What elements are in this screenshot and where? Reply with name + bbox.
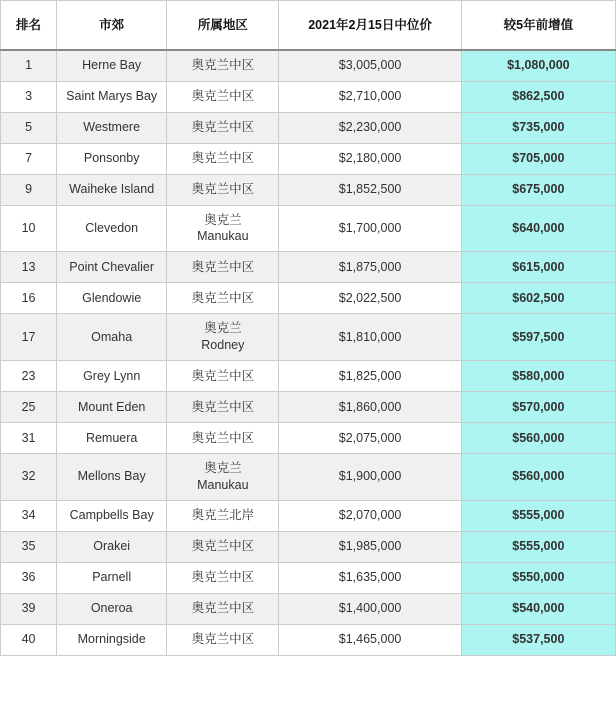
table-row (1, 593, 616, 624)
table-row (1, 624, 616, 655)
cell-suburb: Omaha (57, 314, 167, 361)
cell-median-price: $1,860,000 (279, 392, 461, 423)
cell-growth: $550,000 (461, 562, 615, 593)
cell-growth: $862,500 (461, 81, 615, 112)
cell-rank: 25 (1, 392, 57, 423)
cell-suburb: Remuera (57, 423, 167, 454)
table-row (1, 143, 616, 174)
cell-median-price: $1,810,000 (279, 314, 461, 361)
cell-growth: $555,000 (461, 531, 615, 562)
cell-region: 奥克兰中区 (167, 252, 279, 283)
table-row (1, 314, 616, 361)
table-row (1, 81, 616, 112)
cell-suburb: Orakei (57, 531, 167, 562)
cell-region: 奥克兰中区 (167, 143, 279, 174)
cell-rank: 17 (1, 314, 57, 361)
cell-growth: $735,000 (461, 112, 615, 143)
cell-region: 奥克兰北岸 (167, 500, 279, 531)
cell-region: 奥克兰中区 (167, 361, 279, 392)
table-header (1, 1, 616, 51)
cell-suburb: Herne Bay (57, 50, 167, 81)
cell-region: 奥克兰中区 (167, 531, 279, 562)
cell-growth: $555,000 (461, 500, 615, 531)
table-row (1, 174, 616, 205)
cell-rank: 35 (1, 531, 57, 562)
table-row (1, 283, 616, 314)
cell-suburb: Oneroa (57, 593, 167, 624)
cell-growth: $602,500 (461, 283, 615, 314)
cell-growth: $540,000 (461, 593, 615, 624)
table-row (1, 392, 616, 423)
cell-suburb: Mount Eden (57, 392, 167, 423)
cell-rank: 34 (1, 500, 57, 531)
table-row (1, 50, 616, 81)
cell-suburb: Morningside (57, 624, 167, 655)
column-header-rank: 排名 (1, 1, 57, 51)
cell-median-price: $3,005,000 (279, 50, 461, 81)
cell-region: 奥克兰 Manukau (167, 454, 279, 501)
cell-region: 奥克兰中区 (167, 174, 279, 205)
cell-region: 奥克兰中区 (167, 50, 279, 81)
cell-median-price: $2,230,000 (279, 112, 461, 143)
cell-growth: $560,000 (461, 454, 615, 501)
cell-rank: 23 (1, 361, 57, 392)
cell-growth: $580,000 (461, 361, 615, 392)
cell-growth: $537,500 (461, 624, 615, 655)
cell-suburb: Saint Marys Bay (57, 81, 167, 112)
cell-region: 奥克兰中区 (167, 423, 279, 454)
table-row (1, 205, 616, 252)
cell-region: 奥克兰中区 (167, 593, 279, 624)
cell-median-price: $2,180,000 (279, 143, 461, 174)
cell-region: 奥克兰中区 (167, 562, 279, 593)
cell-median-price: $1,985,000 (279, 531, 461, 562)
cell-suburb: Point Chevalier (57, 252, 167, 283)
cell-suburb: Grey Lynn (57, 361, 167, 392)
table-body (1, 50, 616, 655)
table-row (1, 562, 616, 593)
cell-rank: 40 (1, 624, 57, 655)
cell-median-price: $1,465,000 (279, 624, 461, 655)
cell-rank: 13 (1, 252, 57, 283)
cell-growth: $675,000 (461, 174, 615, 205)
cell-rank: 32 (1, 454, 57, 501)
cell-median-price: $2,022,500 (279, 283, 461, 314)
cell-suburb: Westmere (57, 112, 167, 143)
cell-suburb: Glendowie (57, 283, 167, 314)
cell-region: 奥克兰中区 (167, 112, 279, 143)
cell-median-price: $1,852,500 (279, 174, 461, 205)
cell-median-price: $1,400,000 (279, 593, 461, 624)
cell-rank: 3 (1, 81, 57, 112)
cell-rank: 5 (1, 112, 57, 143)
column-header-region: 所属地区 (167, 1, 279, 51)
cell-rank: 31 (1, 423, 57, 454)
cell-median-price: $2,070,000 (279, 500, 461, 531)
column-header-median-price: 2021年2月15日中位价 (279, 1, 461, 51)
cell-median-price: $1,825,000 (279, 361, 461, 392)
table-row (1, 252, 616, 283)
cell-suburb: Parnell (57, 562, 167, 593)
table-row (1, 454, 616, 501)
cell-suburb: Mellons Bay (57, 454, 167, 501)
cell-growth: $615,000 (461, 252, 615, 283)
cell-region: 奥克兰 Manukau (167, 205, 279, 252)
cell-rank: 10 (1, 205, 57, 252)
cell-growth: $640,000 (461, 205, 615, 252)
cell-growth: $597,500 (461, 314, 615, 361)
cell-suburb: Clevedon (57, 205, 167, 252)
cell-rank: 7 (1, 143, 57, 174)
cell-median-price: $1,700,000 (279, 205, 461, 252)
cell-growth: $1,080,000 (461, 50, 615, 81)
cell-region: 奥克兰中区 (167, 392, 279, 423)
cell-growth: $560,000 (461, 423, 615, 454)
table-header-row (1, 1, 616, 51)
cell-median-price: $2,075,000 (279, 423, 461, 454)
cell-suburb: Waiheke Island (57, 174, 167, 205)
cell-rank: 36 (1, 562, 57, 593)
cell-region: 奥克兰 Rodney (167, 314, 279, 361)
cell-median-price: $1,875,000 (279, 252, 461, 283)
column-header-suburb: 市郊 (57, 1, 167, 51)
cell-region: 奥克兰中区 (167, 81, 279, 112)
cell-rank: 1 (1, 50, 57, 81)
cell-region: 奥克兰中区 (167, 624, 279, 655)
table-row (1, 500, 616, 531)
cell-growth: $705,000 (461, 143, 615, 174)
column-header-growth: 较5年前增值 (461, 1, 615, 51)
cell-suburb: Ponsonby (57, 143, 167, 174)
cell-growth: $570,000 (461, 392, 615, 423)
cell-rank: 39 (1, 593, 57, 624)
cell-rank: 9 (1, 174, 57, 205)
table-row (1, 531, 616, 562)
cell-suburb: Campbells Bay (57, 500, 167, 531)
table-row (1, 361, 616, 392)
cell-region: 奥克兰中区 (167, 283, 279, 314)
cell-median-price: $2,710,000 (279, 81, 461, 112)
table-row (1, 423, 616, 454)
cell-median-price: $1,900,000 (279, 454, 461, 501)
table-row (1, 112, 616, 143)
cell-rank: 16 (1, 283, 57, 314)
cell-median-price: $1,635,000 (279, 562, 461, 593)
